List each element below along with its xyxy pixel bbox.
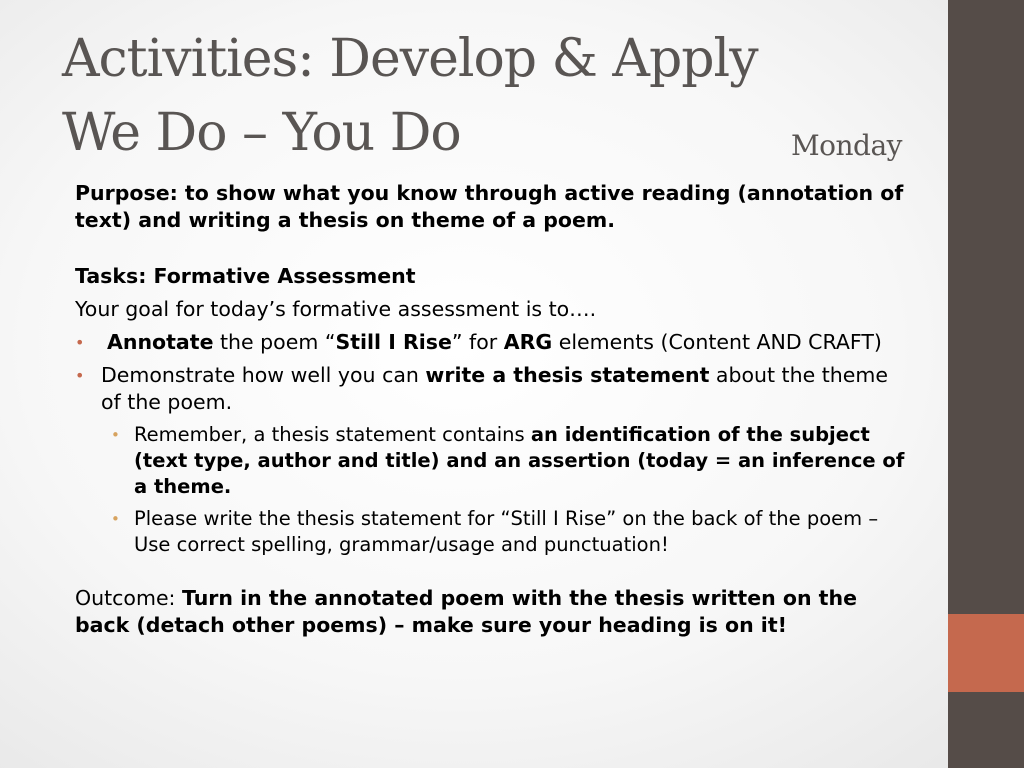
outcome-label: Outcome: bbox=[75, 586, 182, 610]
title-line-1: Activities: Develop & Apply bbox=[62, 29, 758, 89]
title-line-2: We Do – You Do bbox=[62, 103, 461, 163]
spacer bbox=[75, 234, 905, 263]
outcome-bold: Turn in the annotated poem with the thesis written on the back (detach other poems) – make sure your heading is on it! bbox=[75, 586, 857, 637]
sub1-bold: an identification of the subject (text type, author and title) and an assertion (today = an inference of a theme. bbox=[134, 423, 905, 498]
sub-item-remember bbox=[75, 422, 905, 500]
sub1-text: Remember, a thesis statement contains bbox=[134, 423, 531, 446]
title-day: Monday bbox=[791, 129, 902, 162]
bullet1-text-1: the poem “ bbox=[213, 330, 336, 354]
list-item-annotate bbox=[75, 329, 905, 356]
outcome-text bbox=[75, 585, 905, 639]
bullet1-text-3: elements (Content AND CRAFT) bbox=[552, 330, 882, 354]
sub-bullet-icon: • bbox=[111, 510, 120, 528]
bullet2-bold: write a thesis statement bbox=[425, 363, 710, 387]
sidebar-accent-block bbox=[948, 614, 1024, 692]
sub2-text: Please write the thesis statement for “Still I Rise” on the back of the poem – Use correct spelling, grammar/usage and punctuation! bbox=[134, 507, 879, 556]
spacer bbox=[75, 558, 905, 585]
bullet1-text-2: ” for bbox=[451, 330, 504, 354]
poem-title: Still I Rise bbox=[335, 330, 452, 354]
bullet2-text-1: Demonstrate how well you can bbox=[101, 363, 426, 387]
bullet-icon: • bbox=[75, 333, 85, 352]
arg-word: ARG bbox=[503, 330, 553, 354]
annotate-word: Annotate bbox=[107, 330, 214, 354]
sub-bullet-icon: • bbox=[111, 426, 120, 444]
list-item-demonstrate bbox=[75, 362, 905, 416]
task-list bbox=[75, 329, 905, 558]
goal-text: Your goal for today’s formative assessment is to…. bbox=[75, 297, 597, 321]
slide-content bbox=[75, 180, 905, 639]
purpose-text: Purpose: to show what you know through active reading (annotation of text) and writing a thesis on theme of a poem. bbox=[75, 181, 904, 232]
slide-title bbox=[62, 22, 902, 170]
tasks-heading: Tasks: Formative Assessment bbox=[75, 264, 416, 288]
sub-item-write-thesis bbox=[75, 506, 905, 558]
bullet2-text-2: about the theme of the poem. bbox=[101, 363, 888, 414]
bullet-icon: • bbox=[75, 366, 85, 385]
